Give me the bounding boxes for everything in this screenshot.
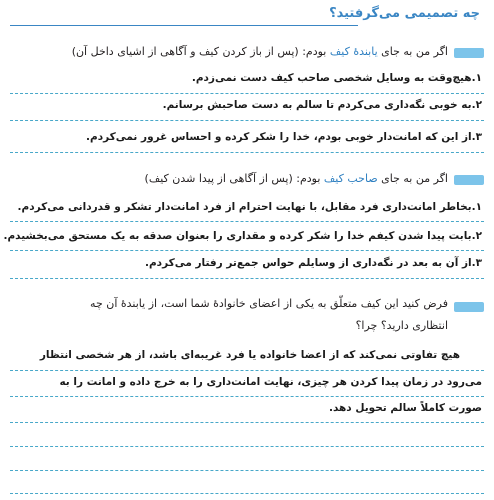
dashed-line	[10, 278, 484, 279]
section2-prompt-highlight: صاحب کیف	[323, 172, 378, 185]
section1-prompt-after: بودم: (پس از باز کردن کیف و آگاهی از اشیای داخل آن)	[71, 45, 330, 58]
dashed-line	[10, 120, 484, 121]
section2-prompt-before: اگر من به جای	[377, 172, 448, 185]
dashed-line	[10, 396, 484, 397]
section1-tag	[454, 48, 484, 58]
answer-text: ۳.از این که امانت‌دار خوبی بودم، خدا را شکر کرده و احساس غرور نمی‌کردم.	[86, 131, 482, 143]
dashed-line	[10, 152, 484, 153]
dashed-line	[10, 470, 484, 471]
section2-tag	[454, 175, 484, 185]
dashed-line	[10, 221, 484, 222]
answer-text: صورت کاملاً سالم تحویل دهد.	[328, 402, 482, 414]
section1-prompt	[72, 45, 448, 58]
page-title: چه تصمیمی می‌گرفتید؟	[329, 6, 480, 21]
section1-prompt-highlight: یابندهٔ کیف	[329, 45, 378, 58]
section2-prompt	[145, 172, 448, 185]
title-rule	[10, 25, 358, 26]
dashed-line	[10, 446, 484, 447]
answer-text: ۲.به خوبی نگه‌داری می‌کردم تا سالم به دست صاحبش برسانم.	[162, 99, 482, 111]
answer-text: ۲.بابت پیدا شدن کیفم خدا را شکر کرده و مقداری را بعنوان صدقه به یک مستحق می‌بخشیدم.	[3, 230, 482, 242]
answer-text: ۱.بخاطر امانت‌داری فرد مقابل، با نهایت احترام از فرد امانت‌دار تشکر و قدردانی می‌کردم.	[17, 201, 482, 213]
answer-text: هیچ تفاوتی نمی‌کند که از اعضا خانواده یا فرد غریبه‌ای باشد، از هر شخصی انتظار	[39, 349, 460, 361]
dashed-line	[10, 93, 484, 94]
section3-tag	[454, 302, 484, 312]
section3-prompt-line1: فرض کنید این کیف متعلّق به یکی از اعضای خانوادهٔ شما است، از یابندهٔ آن چه	[90, 297, 448, 310]
answer-text: ۳.از آن به بعد در نگه‌داری از وسایلم حواس جمع‌تر رفتار می‌کردم.	[145, 257, 482, 269]
answer-text: می‌رود در زمان پیدا کردن هر چیزی، نهایت امانت‌داری را به خرج داده و امانت را به	[59, 376, 482, 388]
section1-prompt-before: اگر من به جای	[377, 45, 448, 58]
section3-prompt-line2: انتظاری دارید؟ چرا؟	[355, 319, 448, 332]
dashed-line	[10, 493, 484, 494]
dashed-line	[10, 370, 484, 371]
answer-text: ۱.هیچ‌وقت به وسایل شخصی صاحب کیف دست نمی‌زدم.	[191, 72, 482, 84]
dashed-line	[10, 422, 484, 423]
section2-prompt-after: بودم: (پس از آگاهی از پیدا شدن کیف)	[144, 172, 324, 185]
dashed-line	[10, 250, 484, 251]
